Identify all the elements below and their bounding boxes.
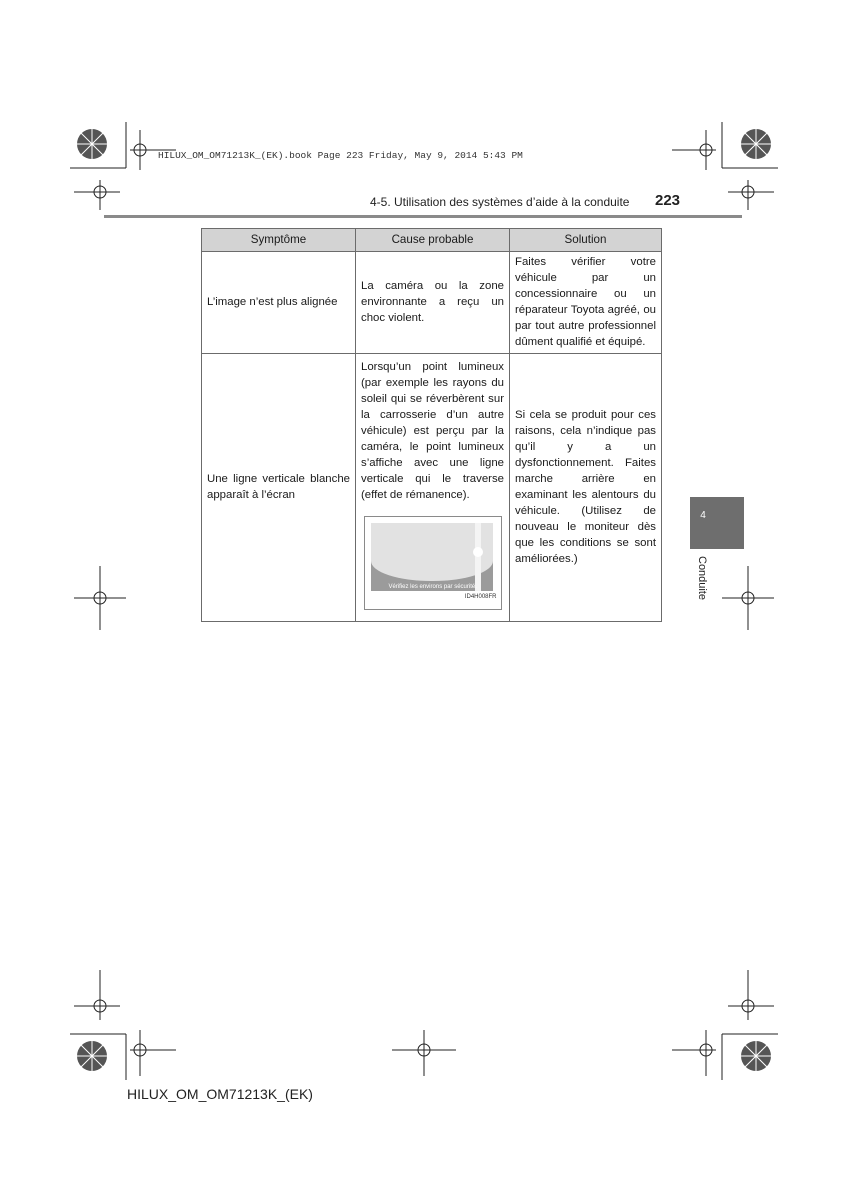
- book-info-line: HILUX_OM_OM71213K_(EK).book Page 223 Friday, May 9, 2014 5:43 PM: [158, 150, 523, 161]
- light-spot: [473, 547, 483, 557]
- footer-manual-code: HILUX_OM_OM71213K_(EK): [127, 1086, 313, 1102]
- page-number: 223: [655, 192, 681, 209]
- chapter-label: Conduite: [696, 556, 708, 601]
- monitor-screen: [371, 523, 493, 591]
- cause-cell: La caméra ou la zone environnante a reçu un choc violent.: [356, 252, 510, 354]
- section-title: 4-5. Utilisation des systèmes d’aide à la conduite: [370, 195, 630, 209]
- table-row: [202, 354, 662, 622]
- troubleshooting-table: [201, 228, 662, 622]
- camera-screen-illustration: [364, 516, 502, 610]
- table-header-row: [202, 229, 662, 252]
- column-header-solution: Solution: [510, 229, 662, 252]
- symptom-cell: L’image n’est plus alignée: [202, 252, 356, 354]
- cause-text: Lorsqu’un point lumineux (par exemple les rayons du soleil qui se réverbèrent sur la carrosserie d’un autre véhicule) est perçu par la caméra, le point lumineux s’affiche avec une ligne verticale qui le traverse (effet de rémanence).: [361, 361, 504, 501]
- column-header-symptom: Symptôme: [202, 229, 356, 252]
- chapter-tab: [690, 497, 744, 549]
- column-header-cause: Cause probable: [356, 229, 510, 252]
- solution-cell: Si cela se produit pour ces raisons, cela n’indique pas qu’il y a un dysfonctionnement. Faites marche arrière en examinant les alentours du véhicule. (Utilisez de nouveau le moniteur dès que les conditions se sont améliorées.): [510, 354, 662, 622]
- chapter-number: 4: [700, 510, 706, 521]
- header-rule: [104, 215, 742, 218]
- screen-warning-text: Vérifiez les environs par sécurité.: [388, 583, 477, 590]
- table-row: [202, 252, 662, 354]
- symptom-cell: Une ligne verticale blanche apparaît à l’écran: [202, 354, 356, 622]
- solution-cell: Faites vérifier votre véhicule par un concessionnaire ou un réparateur Toyota agréé, ou par tout autre professionnel dûment qualifié et équipé.: [510, 252, 662, 354]
- illustration-code: ID4H008FR: [464, 593, 497, 600]
- cause-cell: [356, 354, 510, 622]
